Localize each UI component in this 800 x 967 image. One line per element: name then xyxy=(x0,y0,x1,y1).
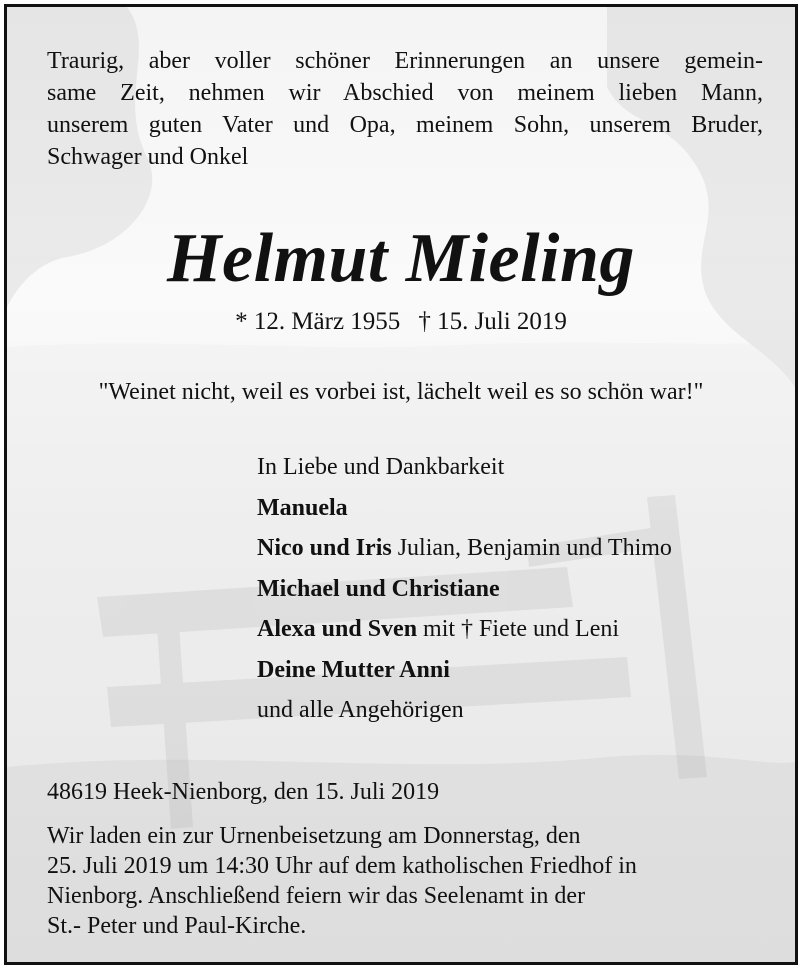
intro-line: Traurig, aber voller schöner Erinnerungen an unsere gemein- xyxy=(47,48,763,74)
intro-text xyxy=(47,45,763,173)
mourner-extra: Julian, Benjamin und Thimo xyxy=(391,535,672,561)
mourners-heading: In Liebe und Dankbarkeit xyxy=(257,454,505,480)
mourners-closing: und alle Angehörigen xyxy=(257,697,464,723)
mourner-name: Deine Mutter Anni xyxy=(257,656,450,683)
mourners-list xyxy=(257,447,777,731)
life-dates xyxy=(7,307,795,337)
place-and-date: 48619 Heek-Nienborg, den 15. Juli 2019 xyxy=(47,779,440,805)
invitation-line: Nienborg. Anschließend feiern wir das Seelenamt in der xyxy=(47,883,586,909)
mourner-name: Manuela xyxy=(257,494,348,521)
mourner-row xyxy=(257,609,777,650)
mourner-name: Alexa und Sven xyxy=(257,616,418,642)
mourner-row xyxy=(257,528,777,569)
mourner-row xyxy=(257,650,777,691)
funeral-invitation xyxy=(47,821,687,941)
invitation-line: St.- Peter und Paul-Kirche. xyxy=(47,913,307,939)
birth-date: * 12. März 1955 xyxy=(235,308,401,335)
memorial-quote: "Weinet nicht, weil es vorbei ist, lächelt weil es so schön war!" xyxy=(98,379,704,405)
intro-line: Schwager und Onkel xyxy=(47,144,249,170)
mourner-row xyxy=(257,488,777,529)
mourner-name: Michael und Christiane xyxy=(257,575,500,602)
intro-line: unserem guten Vater und Opa, meinem Sohn, unserem Bruder, xyxy=(47,112,763,138)
invitation-line: Wir laden ein zur Urnenbeisetzung am Donnerstag, den xyxy=(47,823,581,849)
invitation-line: 25. Juli 2019 um 14:30 Uhr auf dem katholischen Friedhof in xyxy=(47,853,637,879)
mourner-name: Nico und Iris xyxy=(257,535,392,561)
death-date: † 15. Juli 2019 xyxy=(418,308,567,335)
intro-line: same Zeit, nehmen wir Abschied von meinem lieben Mann, xyxy=(47,80,763,106)
deceased-name: Helmut Mieling xyxy=(167,220,635,297)
mourner-extra: mit † Fiete und Leni xyxy=(417,616,620,642)
mourner-row xyxy=(257,569,777,610)
obituary-notice xyxy=(4,4,798,965)
